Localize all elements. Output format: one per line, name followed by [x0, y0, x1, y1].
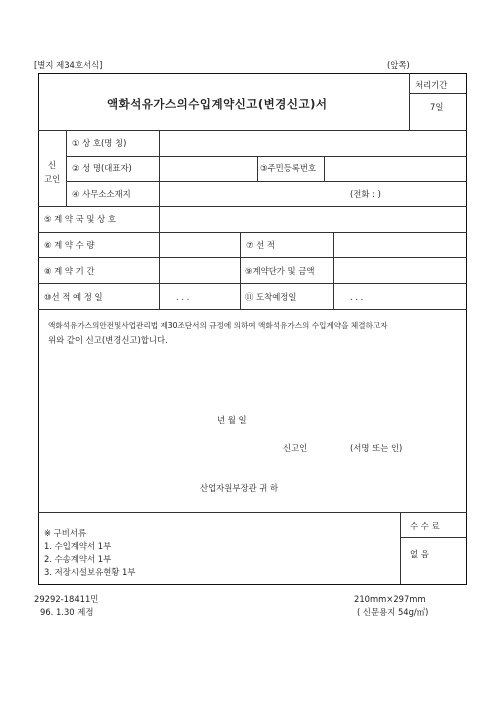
form-number: [별지 제34호서식] — [34, 60, 103, 70]
declaration-line-1: 액화석유가스의안전및사업관리법 제30조단서의 규정에 의하여 액화석유가스의 수입계약을 체결하고자 — [48, 321, 388, 330]
form-title: 액화석유가스의수입계약신고(변경신고)서 — [107, 97, 328, 111]
frame-left — [38, 73, 39, 585]
row-line — [38, 232, 467, 233]
col-line — [333, 232, 334, 309]
arrival-date-value: . . . — [350, 292, 364, 302]
processing-divider — [409, 73, 410, 130]
applicant-group-label-2: 고인 — [44, 174, 61, 184]
shipping-date-value: . . . — [176, 292, 190, 302]
row-line — [66, 181, 467, 182]
processing-value: 7일 — [430, 102, 444, 112]
contract-period-label: ⑧ 계 약 기 간 — [44, 266, 95, 276]
phone-label: (전화 : ) — [350, 189, 381, 199]
id-number-label: ③주민등록번호 — [260, 163, 317, 173]
applicant-group-label: 신 — [48, 160, 57, 170]
row-line — [38, 206, 467, 207]
address-label: ④ 사무소소재지 — [72, 189, 131, 199]
frame-top — [38, 73, 467, 74]
fee-label: 수 수 료 — [410, 521, 440, 531]
col-line — [400, 512, 401, 584]
unit-price-label: ⑨계약단가 및 금액 — [245, 266, 315, 276]
contract-country-label: ⑤ 계 약 국 및 상 호 — [44, 214, 117, 224]
declaration-date: 년 월 일 — [217, 415, 247, 425]
document-item: 2. 수송계약서 1부 — [44, 554, 112, 564]
page-side-label: (앞쪽) — [387, 60, 410, 70]
footer-size: 210mm×297mm — [354, 594, 426, 604]
documents-heading: ※ 구비서류 — [44, 528, 87, 538]
declaration-line-2: 위와 같이 신고(변경신고)합니다. — [48, 335, 168, 345]
col-line — [66, 130, 67, 206]
shipping-date-label: ⑩선 적 예 정 일 — [44, 292, 103, 302]
document-item: 1. 수입계약서 1부 — [44, 541, 112, 551]
col-line — [324, 156, 325, 181]
arrival-date-label: ⑪ 도착예정일 — [245, 292, 297, 302]
processing-line — [409, 93, 466, 94]
fee-value: 없 음 — [410, 549, 429, 559]
signature-label: (서명 또는 인) — [350, 443, 403, 453]
col-line — [240, 232, 241, 309]
contract-quantity-label: ⑥ 계 약 수 량 — [44, 240, 95, 250]
footer-date: 96. 1.30 제정 — [40, 607, 94, 617]
row-line — [38, 283, 467, 284]
fee-line — [400, 537, 466, 538]
recipient-label: 산업자원부장관 귀 하 — [200, 483, 279, 493]
row-line — [66, 156, 467, 157]
frame-bottom — [38, 584, 467, 585]
frame-right — [466, 73, 467, 585]
col-line — [159, 130, 160, 309]
row-line — [38, 257, 467, 258]
col-line — [257, 156, 258, 181]
origin-label: ⑦ 선 적 — [246, 240, 276, 250]
row-line — [38, 130, 467, 131]
row-line — [38, 512, 467, 513]
footer-code: 29292-18411민 — [34, 594, 99, 604]
company-name-label: ① 상 호(명 칭) — [72, 138, 127, 148]
declarant-label: 신고인 — [283, 443, 308, 453]
footer-paper: ( 신문용지 54g/㎡) — [357, 607, 429, 617]
document-item: 3. 저장시설보유현황 1부 — [44, 567, 136, 577]
processing-label: 처리기간 — [415, 80, 448, 90]
row-line — [38, 309, 467, 310]
representative-label: ② 성 명(대표자) — [72, 163, 132, 173]
